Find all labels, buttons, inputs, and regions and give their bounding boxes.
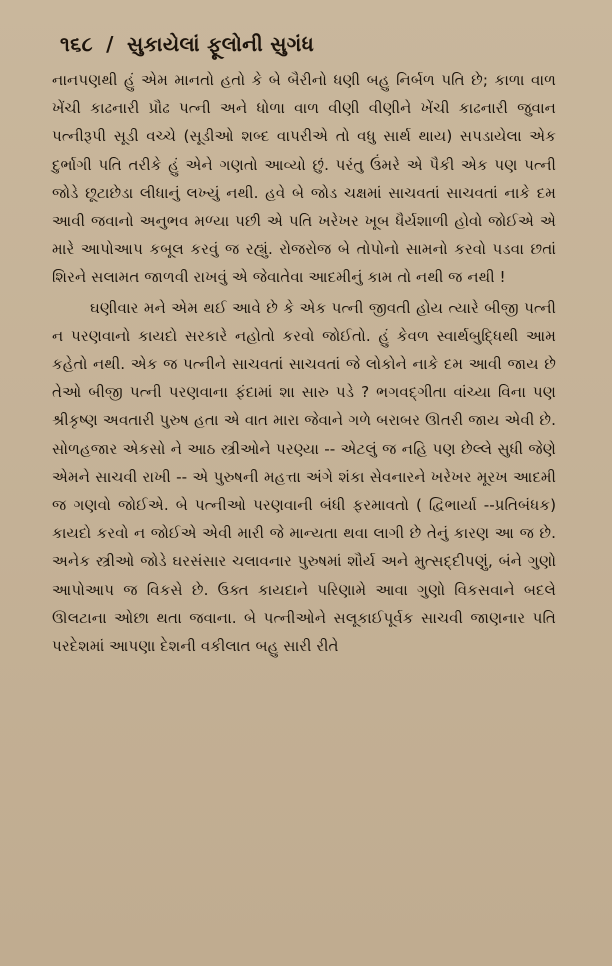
paragraph-1: નાનપણથી હું એમ માનતો હતો કે બે બૈરીનો ધણી બહુ નિર્બળ પતિ છે; કાળા વાળ ખેંચી કાઢનારી પ્રૌઢ પત્ની અને ધોળા વાળ વીણી વીણીને ખેંચી કાઢનારી જુવાન પત્નીરૂપી સૂડી વચ્ચે (સૂડીઓ શબ્દ વાપરીએ તો વધુ સાર્થ થાય) સપડાયેલા એક દુર્ભાગી પતિ તરીકે હું એને ગણતો આવ્યો છું. પરંતુ ઉંમરે એ પૈકી એક પણ પત્ની જોડે છૂટાછેડા લીધાનું લખ્યું નથી. હવે બે જોડ ચક્ષમાં સાચવતાં સાચવતાં નાકે દમ આવી જવાનો અનુભવ મળ્યા પછી એ પતિ ખરેખર ખૂબ ધૈર્યશાળી હોવો જોઈએ એ મારે આપોઆપ કબૂલ કરવું જ રહ્યું. રોજરોજ બે તોપોનો સામનો કરવો પડવા છતાં શિરને સલામત જાળવી રાખવું એ જેવાતેવા આદમીનું કામ તો નથી જ નથી !: [52, 71, 556, 287]
header-separator: /: [106, 32, 114, 56]
book-title: સુકાયેલાં ફૂલોની સુગંધ: [127, 32, 315, 56]
running-header: [60, 32, 556, 56]
paragraph-2: ઘણીવાર મને એમ થઈ આવે છે કે એક પત્ની જીવતી હોય ત્યારે બીજી પત્ની ન પરણવાનો કાયદો સરકારે નહોતો કરવો જોઈતો. હું કેવળ સ્વાર્થબુદ્ધિથી આમ કહેતો નથી. એક જ પત્નીને સાચવતાં સાચવતાં જે લોકોને નાકે દમ આવી જાય છે તેઓ બીજી પત્ની પરણવાના ફંદામાં શા સારુ પડે ? ભગવદ્ગીતા વાંચ્યા વિના પણ શ્રીકૃષ્ણ અવતારી પુરુષ હતા એ વાત મારા જેવાને ગળે બરાબર ઊતરી જાય એવી છે. સોળહજાર એકસો ને આઠ સ્ત્રીઓને પરણ્યા -- એટલું જ નહિ પણ છેલ્લે સુધી જેણે એમને સાચવી રાખી -- એ પુરુષની મહત્તા અંગે શંકા સેવનારને ખરેખર મૂરખ આદમી જ ગણવો જોઈએ. બે પત્નીઓ પરણવાની બંધી ફરમાવતો ( દ્વિભાર્યા --પ્રતિબંધક) કાયદો કરવો ન જોઈએ એવી મારી જે માન્યતા થવા લાગી છે તેનું કારણ આ જ છે. અનેક સ્ત્રીઓ જોડે ઘરસંસાર ચલાવનાર પુરુષમાં શૌર્ય અને મુત્સદ્દીપણું, બંને ગુણો આપોઆપ જ વિકસે છે. ઉક્ત કાયદાને પરિણામે આવા ગુણો વિકસવાને બદલે ઊલટાના ઓછા થતા જવાના. બે પત્નીઓને સલૂકાઈપૂર્વક સાચવી જાણનાર પતિ પરદેશમાં આપણા દેશની વકીલાત બહુ સારી રીતે: [52, 298, 556, 656]
page-number: ૧૬૮: [60, 32, 93, 56]
